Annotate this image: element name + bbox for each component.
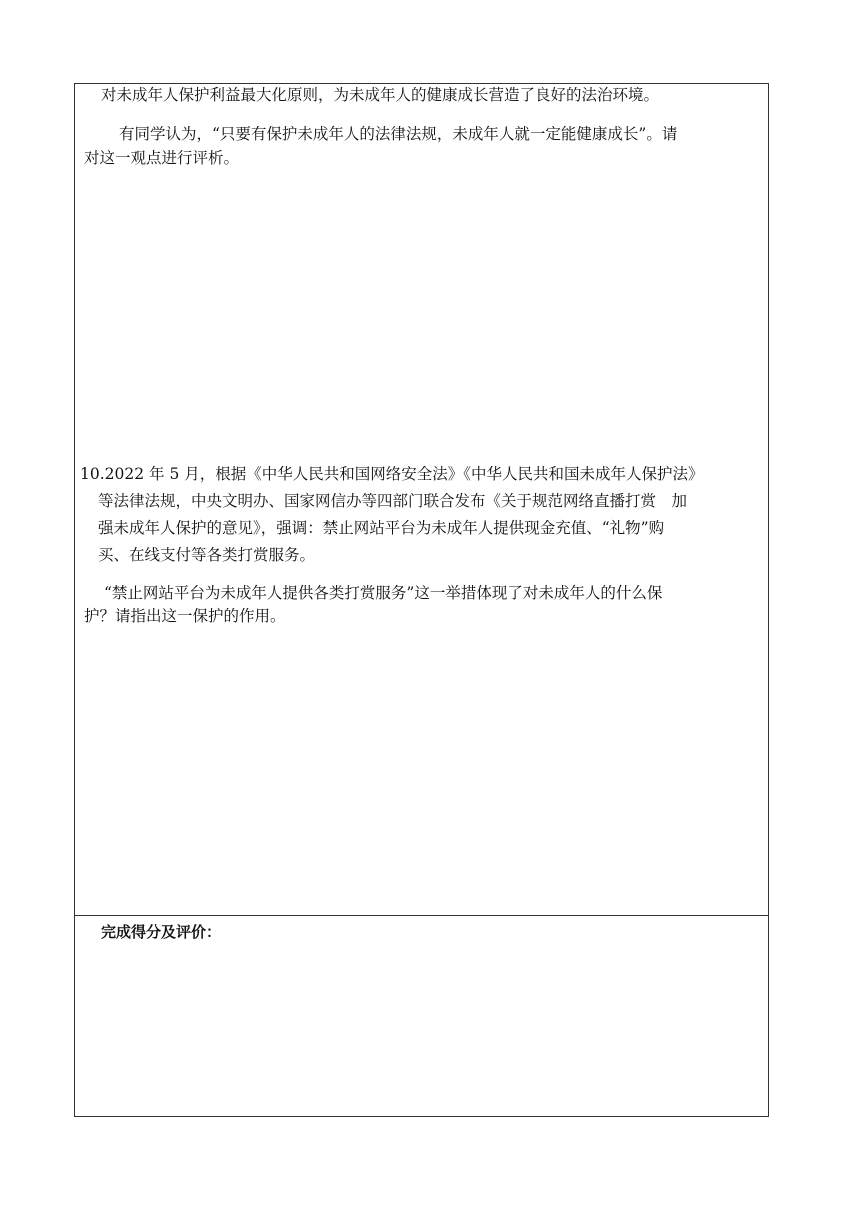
question-9-line-1: 有同学认为，“只要有保护未成年人的法律法规，未成年人就一定能健康成长”。请 — [119, 125, 678, 143]
question-10-line-1: “禁止网站平台为未成年人提供各类打赏服务”这一举措体现了对未成年人的什么保 — [104, 584, 663, 602]
question-10-material-line-3: 强未成年人保护的意见》，强调：禁止网站平台为未成年人提供现金充值、“礼物”购 — [98, 519, 665, 537]
question-10-material-line-2: 等法律法规，中央文明办、国家网信办等四部门联合发布《关于规范网络直播打赏 加 — [98, 492, 688, 510]
evaluation-label: 完成得分及评价： — [101, 923, 222, 941]
passage-line: 对未成年人保护利益最大化原则，为未成年人的健康成长营造了良好的法治环境。 — [101, 86, 660, 104]
question-9-line-2: 对这一观点进行评析。 — [84, 149, 240, 167]
question-10-line-2: 护？请指出这一保护的作用。 — [84, 607, 286, 625]
table-divider — [74, 915, 769, 916]
question-10-material-line-1: 10.2022 年 5 月，根据《中华人民共和国网络安全法》《中华人民共和国未成年人保护法》 — [80, 465, 704, 483]
question-10-material-line-4: 买、在线支付等各类打赏服务。 — [98, 546, 316, 564]
